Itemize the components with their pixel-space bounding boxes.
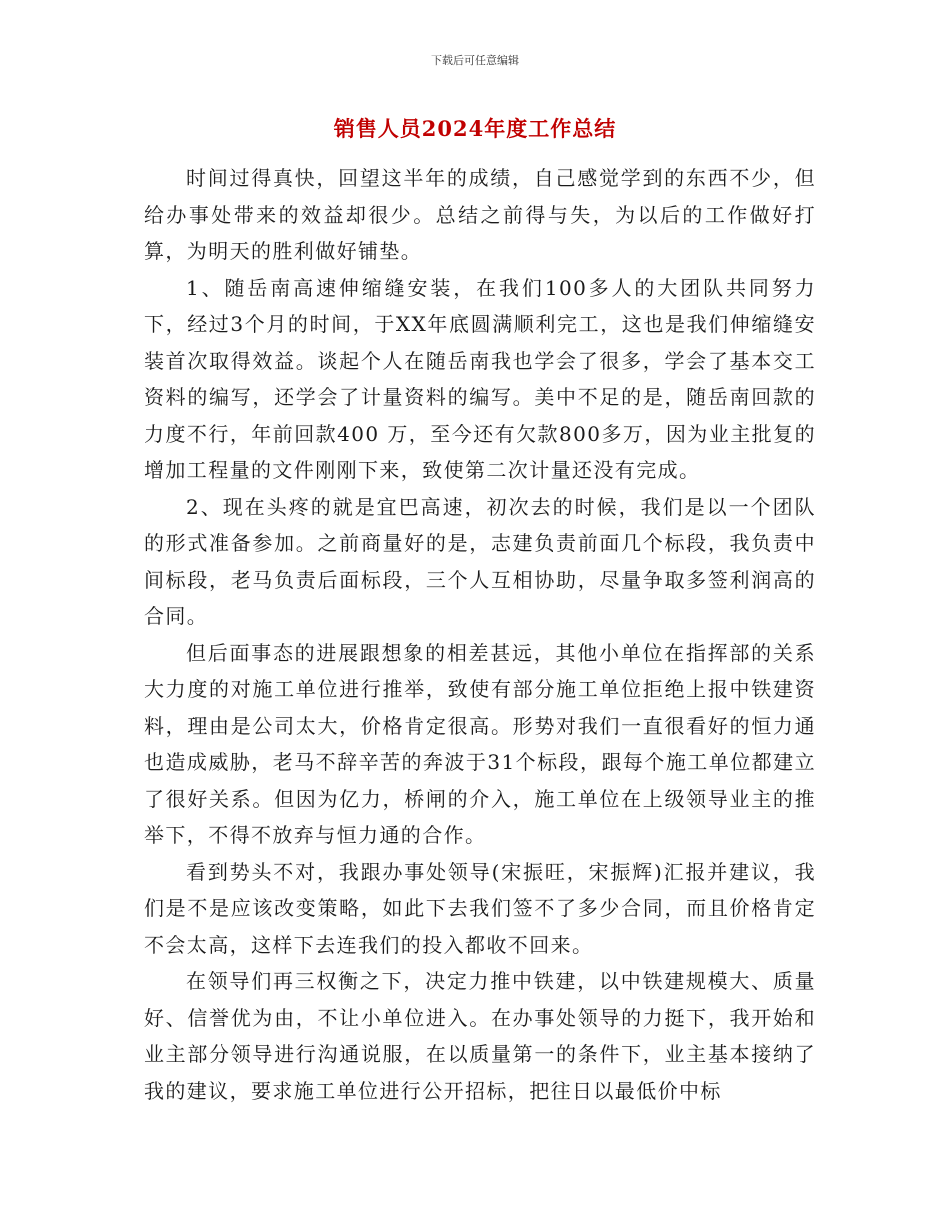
paragraph-report: 看到势头不对，我跟办事处领导(宋振旺，宋振辉)汇报并建议，我们是不是应该改变策略，如此下去我们签不了多少合同，而且价格肯定不会太高，这样下去连我们的投入都收不回来。 [144, 859, 816, 957]
paragraph-situation: 但后面事态的进展跟想象的相差甚远，其他小单位在指挥部的关系大力度的对施工单位进行推举，致使有部分施工单位拒绝上报中铁建资料，理由是公司太大，价格肯定很高。形势对我们一直很看好的恒力通也造成威胁，老马不辞辛苦的奔波于31个标段，跟每个施工单位都建立了很好关系。但因为亿力，桥闸的介入，施工单位在上级领导业主的推举下，不得不放弃与恒力通的合作。 [144, 640, 816, 847]
paragraph-item-1: 1、随岳南高速伸缩缝安装，在我们100多人的大团队共同努力下，经过3个月的时间，于XX年底圆满顺利完工，这也是我们伸缩缝安装首次取得效益。谈起个人在随岳南我也学会了很多，学会了基本交工资料的编写，还学会了计量资料的编写。美中不足的是，随岳南回款的力度不行，年前回款400 万，至今还有欠款800多万，因为业主批复的增加工程量的文件刚刚下来，致使第二次计量还没有完成。 [144, 275, 816, 482]
paragraph-decision: 在领导们再三权衡之下，决定力推中铁建，以中铁建规模大、质量好、信誉优为由，不让小单位进入。在办事处领导的力挺下，我开始和业主部分领导进行沟通说服，在以质量第一的条件下，业主基本接纳了我的建议，要求施工单位进行公开招标，把往日以最低价中标 [144, 969, 816, 1103]
paragraph-item-2: 2、现在头疼的就是宜巴高速，初次去的时候，我们是以一个团队的形式准备参加。之前商量好的是，志建负责前面几个标段，我负责中间标段，老马负责后面标段，三个人互相协助，尽量争取多签利润高的合同。 [144, 494, 816, 628]
document-title: 销售人员2024年度工作总结 [333, 116, 617, 141]
header-note: 下载后可任意编辑 [431, 54, 519, 67]
paragraph-intro: 时间过得真快，回望这半年的成绩，自己感觉学到的东西不少，但给办事处带来的效益却很少。总结之前得与失，为以后的工作做好打算，为明天的胜利做好铺垫。 [144, 166, 816, 263]
document-body [144, 160, 816, 1109]
